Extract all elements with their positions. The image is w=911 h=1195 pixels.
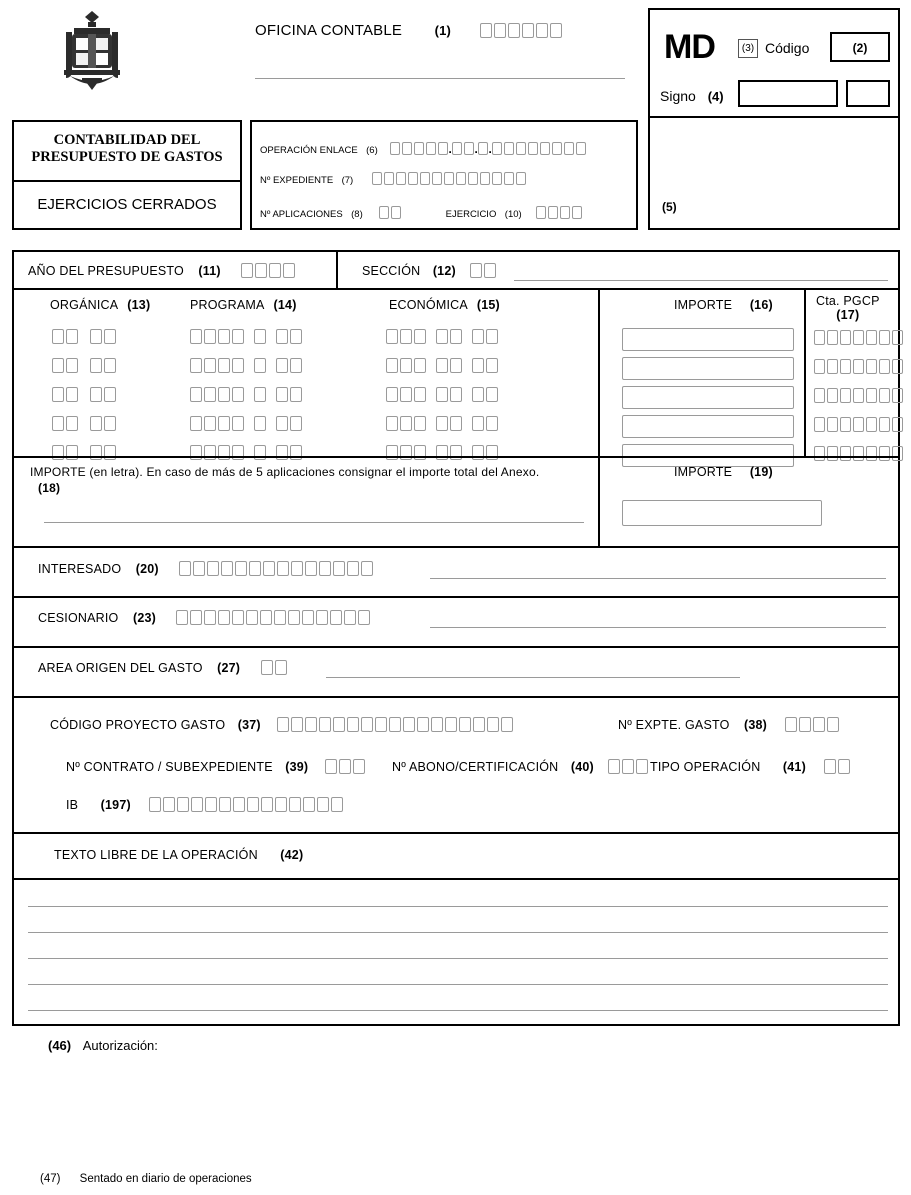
row-divider-7	[14, 832, 898, 834]
codigo-field[interactable]: (2)	[830, 32, 890, 62]
codigo-label: Código	[765, 40, 810, 56]
signo-number: (4)	[707, 89, 724, 104]
interesado-label: INTERESADO	[38, 562, 122, 576]
texto-libre-write-line[interactable]	[28, 984, 888, 985]
tipo-operacion-cells[interactable]	[824, 759, 850, 774]
col-header-organica-text: ORGÁNICA	[50, 298, 118, 312]
contrato-number: (39)	[285, 760, 309, 774]
ejercicio-cells[interactable]	[536, 206, 582, 219]
programa-cells[interactable]	[190, 415, 312, 433]
area-origen-cells[interactable]	[261, 660, 287, 675]
texto-libre-group	[54, 846, 303, 864]
importe-letra-number: (18)	[38, 481, 61, 495]
operacion-enlace-row	[260, 140, 586, 158]
contabilidad-subtitle: EJERCICIOS CERRADOS	[37, 196, 217, 213]
signo-text: Signo	[660, 88, 696, 104]
oficina-contable-write-line[interactable]	[255, 78, 625, 79]
area-origen-group	[38, 659, 287, 677]
texto-libre-write-line[interactable]	[28, 932, 888, 933]
ib-number: (197)	[100, 798, 131, 812]
contabilidad-panel	[12, 120, 242, 230]
table-row[interactable]	[14, 328, 898, 357]
table-row[interactable]	[14, 415, 898, 444]
contrato-cells[interactable]	[325, 759, 365, 774]
anio-presupuesto-label: AÑO DEL PRESUPUESTO	[28, 264, 184, 278]
cesionario-cells[interactable]	[176, 610, 370, 625]
proyecto-gasto-section	[14, 696, 898, 832]
interesado-write-line[interactable]	[430, 578, 886, 579]
area-origen-label: AREA ORIGEN DEL GASTO	[38, 661, 203, 675]
operacion-enlace-cells[interactable]: . . .	[390, 140, 586, 157]
ib-cells[interactable]	[149, 797, 343, 812]
contrato-label: Nº CONTRATO / SUBEXPEDIENTE	[66, 760, 273, 774]
oficina-contable-cells[interactable]	[480, 23, 562, 38]
md-label: MD	[664, 28, 715, 66]
cesionario-group	[38, 609, 370, 627]
cta-pgcp-cells[interactable]	[814, 388, 903, 403]
col-header-economica-num: (15)	[476, 298, 500, 312]
ib-group	[66, 796, 343, 814]
col-header-programa-text: PROGRAMA	[190, 298, 264, 312]
table-row[interactable]	[14, 386, 898, 415]
importe-field[interactable]	[622, 328, 794, 351]
interesado-group	[38, 560, 373, 578]
economica-cells[interactable]	[386, 328, 508, 346]
abono-label: Nº ABONO/CERTIFICACIÓN	[392, 760, 559, 774]
abono-number: (40)	[570, 760, 594, 774]
contabilidad-title	[14, 122, 240, 166]
expte-gasto-group	[618, 716, 839, 734]
signo-field-2[interactable]	[846, 80, 890, 107]
anio-presupuesto-number: (11)	[198, 264, 221, 278]
organica-cells[interactable]	[52, 357, 128, 375]
ib-label: IB	[66, 798, 79, 812]
cesionario-label: CESIONARIO	[38, 611, 119, 625]
texto-libre-write-line[interactable]	[28, 1010, 888, 1011]
col-header-economica	[389, 298, 500, 312]
aplicaciones-row	[260, 204, 582, 222]
cta-pgcp-cells[interactable]	[814, 330, 903, 345]
texto-libre-write-line[interactable]	[28, 906, 888, 907]
operacion-enlace-number: (6)	[366, 145, 378, 156]
texto-libre-write-line[interactable]	[28, 958, 888, 959]
programa-cells[interactable]	[190, 386, 312, 404]
contrato-group	[66, 758, 365, 776]
cesionario-number: (23)	[132, 611, 156, 625]
md-panel	[648, 8, 900, 230]
area-origen-number: (27)	[217, 661, 241, 675]
expte-gasto-label: Nº EXPTE. GASTO	[618, 718, 730, 732]
md-number: (3)	[738, 39, 758, 58]
programa-cells[interactable]	[190, 328, 312, 346]
codigo-proyecto-group	[50, 716, 513, 734]
organica-cells[interactable]	[52, 415, 128, 433]
tipo-operacion-group	[650, 758, 850, 776]
contabilidad-title-line2: PRESUPUESTO DE GASTOS	[31, 149, 223, 165]
col-header-cta-pgcp	[816, 294, 880, 322]
importe-19-field[interactable]	[622, 500, 822, 526]
expediente-cells[interactable]	[372, 172, 526, 185]
organica-cells[interactable]	[52, 386, 128, 404]
ejercicio-label: EJERCICIO	[445, 209, 497, 220]
anio-seccion-divider	[336, 252, 338, 288]
importe-letra-section	[14, 456, 898, 546]
sentado-label: Sentado en diario de operaciones	[79, 1173, 252, 1185]
md-top-section	[650, 10, 898, 118]
interesado-number: (20)	[135, 562, 159, 576]
organica-cells[interactable]	[52, 328, 128, 346]
aplicaciones-number: (8)	[351, 209, 363, 220]
cta-pgcp-cells[interactable]	[814, 417, 903, 432]
abono-cells[interactable]	[608, 759, 648, 774]
anio-presupuesto-cells[interactable]	[241, 263, 295, 278]
col-header-programa	[190, 298, 297, 312]
texto-libre-label: TEXTO LIBRE DE LA OPERACIÓN	[54, 848, 258, 862]
texto-libre-number: (42)	[280, 848, 304, 862]
seccion-cells[interactable]	[470, 263, 496, 278]
programa-cells[interactable]	[190, 357, 312, 375]
importe-19-num: (19)	[749, 465, 773, 479]
contabilidad-divider	[14, 180, 240, 182]
signo-field-1[interactable]	[738, 80, 838, 107]
aplicaciones-label: Nº APLICACIONES	[260, 209, 343, 220]
codigo-proyecto-number: (37)	[237, 718, 261, 732]
col-header-cta-pgcp-text: Cta. PGCP	[816, 294, 880, 308]
coat-of-arms-icon	[52, 8, 132, 96]
expte-gasto-cells[interactable]	[785, 717, 839, 732]
row-divider-4	[14, 596, 898, 598]
col-header-programa-num: (14)	[273, 298, 297, 312]
tipo-operacion-label: TIPO OPERACIÓN	[650, 760, 761, 774]
economica-cells[interactable]	[386, 415, 508, 433]
importe-letra-divider	[598, 456, 600, 546]
operacion-enlace-label: OPERACIÓN ENLACE	[260, 145, 358, 156]
expediente-label: Nº EXPEDIENTE	[260, 175, 334, 186]
expediente-row	[260, 170, 526, 188]
importe-field[interactable]	[622, 357, 794, 380]
col-header-importe-num: (16)	[749, 298, 773, 312]
col-header-organica	[50, 298, 150, 312]
autorizacion-group	[48, 1038, 158, 1053]
row-divider-5	[14, 646, 898, 648]
oficina-contable-label: OFICINA CONTABLE	[255, 22, 403, 39]
row-divider-8	[14, 878, 898, 880]
seccion-write-line[interactable]	[514, 280, 888, 281]
sentado-group	[40, 1173, 252, 1185]
importe-field[interactable]	[622, 386, 794, 409]
sentado-number: (47)	[40, 1173, 61, 1185]
interesado-cells[interactable]	[179, 561, 373, 576]
col-header-economica-text: ECONÓMICA	[389, 298, 468, 312]
expte-gasto-number: (38)	[743, 718, 768, 732]
row-divider-3	[14, 546, 898, 548]
importe-letra-write-line[interactable]	[44, 522, 584, 523]
seccion-label: SECCIÓN	[362, 264, 421, 278]
form-body-panel	[12, 250, 900, 1026]
expediente-number: (7)	[341, 175, 354, 186]
operacion-enlace-panel	[250, 120, 638, 230]
seccion-number: (12)	[432, 264, 456, 278]
col-header-cta-pgcp-num: (17)	[836, 308, 860, 322]
cesionario-write-line[interactable]	[430, 627, 886, 628]
area-origen-write-line[interactable]	[326, 677, 740, 678]
md-note-number: (5)	[662, 200, 677, 214]
economica-cells[interactable]	[386, 357, 508, 375]
importe-field[interactable]	[622, 415, 794, 438]
oficina-contable-number: (1)	[434, 23, 452, 38]
importe-19-label	[674, 465, 773, 479]
col-header-importe	[674, 298, 773, 312]
codigo-proyecto-label: CÓDIGO PROYECTO GASTO	[50, 718, 226, 732]
abono-group	[392, 758, 648, 776]
col-header-importe-text: IMPORTE	[674, 298, 733, 312]
ejercicio-number: (10)	[504, 209, 522, 220]
aplicaciones-table	[14, 288, 898, 456]
cta-pgcp-cells[interactable]	[814, 359, 903, 374]
col-header-organica-num: (13)	[127, 298, 151, 312]
importe-letra-label: IMPORTE (en letra). En caso de más de 5 aplicaciones consignar el importe total del Anexo.	[30, 465, 540, 479]
contabilidad-title-line1: CONTABILIDAD DEL	[53, 132, 201, 148]
table-row[interactable]	[14, 357, 898, 386]
signo-label	[660, 88, 724, 104]
autorizacion-number: (46)	[48, 1038, 72, 1053]
autorizacion-label: Autorización:	[82, 1038, 158, 1053]
oficina-contable-group	[255, 22, 562, 40]
importe-19-text: IMPORTE	[674, 465, 733, 479]
economica-cells[interactable]	[386, 386, 508, 404]
codigo-proyecto-cells[interactable]	[277, 717, 513, 732]
aplicaciones-cells[interactable]	[379, 206, 401, 219]
seccion-group	[362, 262, 496, 280]
anio-presupuesto-group	[28, 262, 295, 280]
tipo-operacion-number: (41)	[782, 760, 806, 774]
